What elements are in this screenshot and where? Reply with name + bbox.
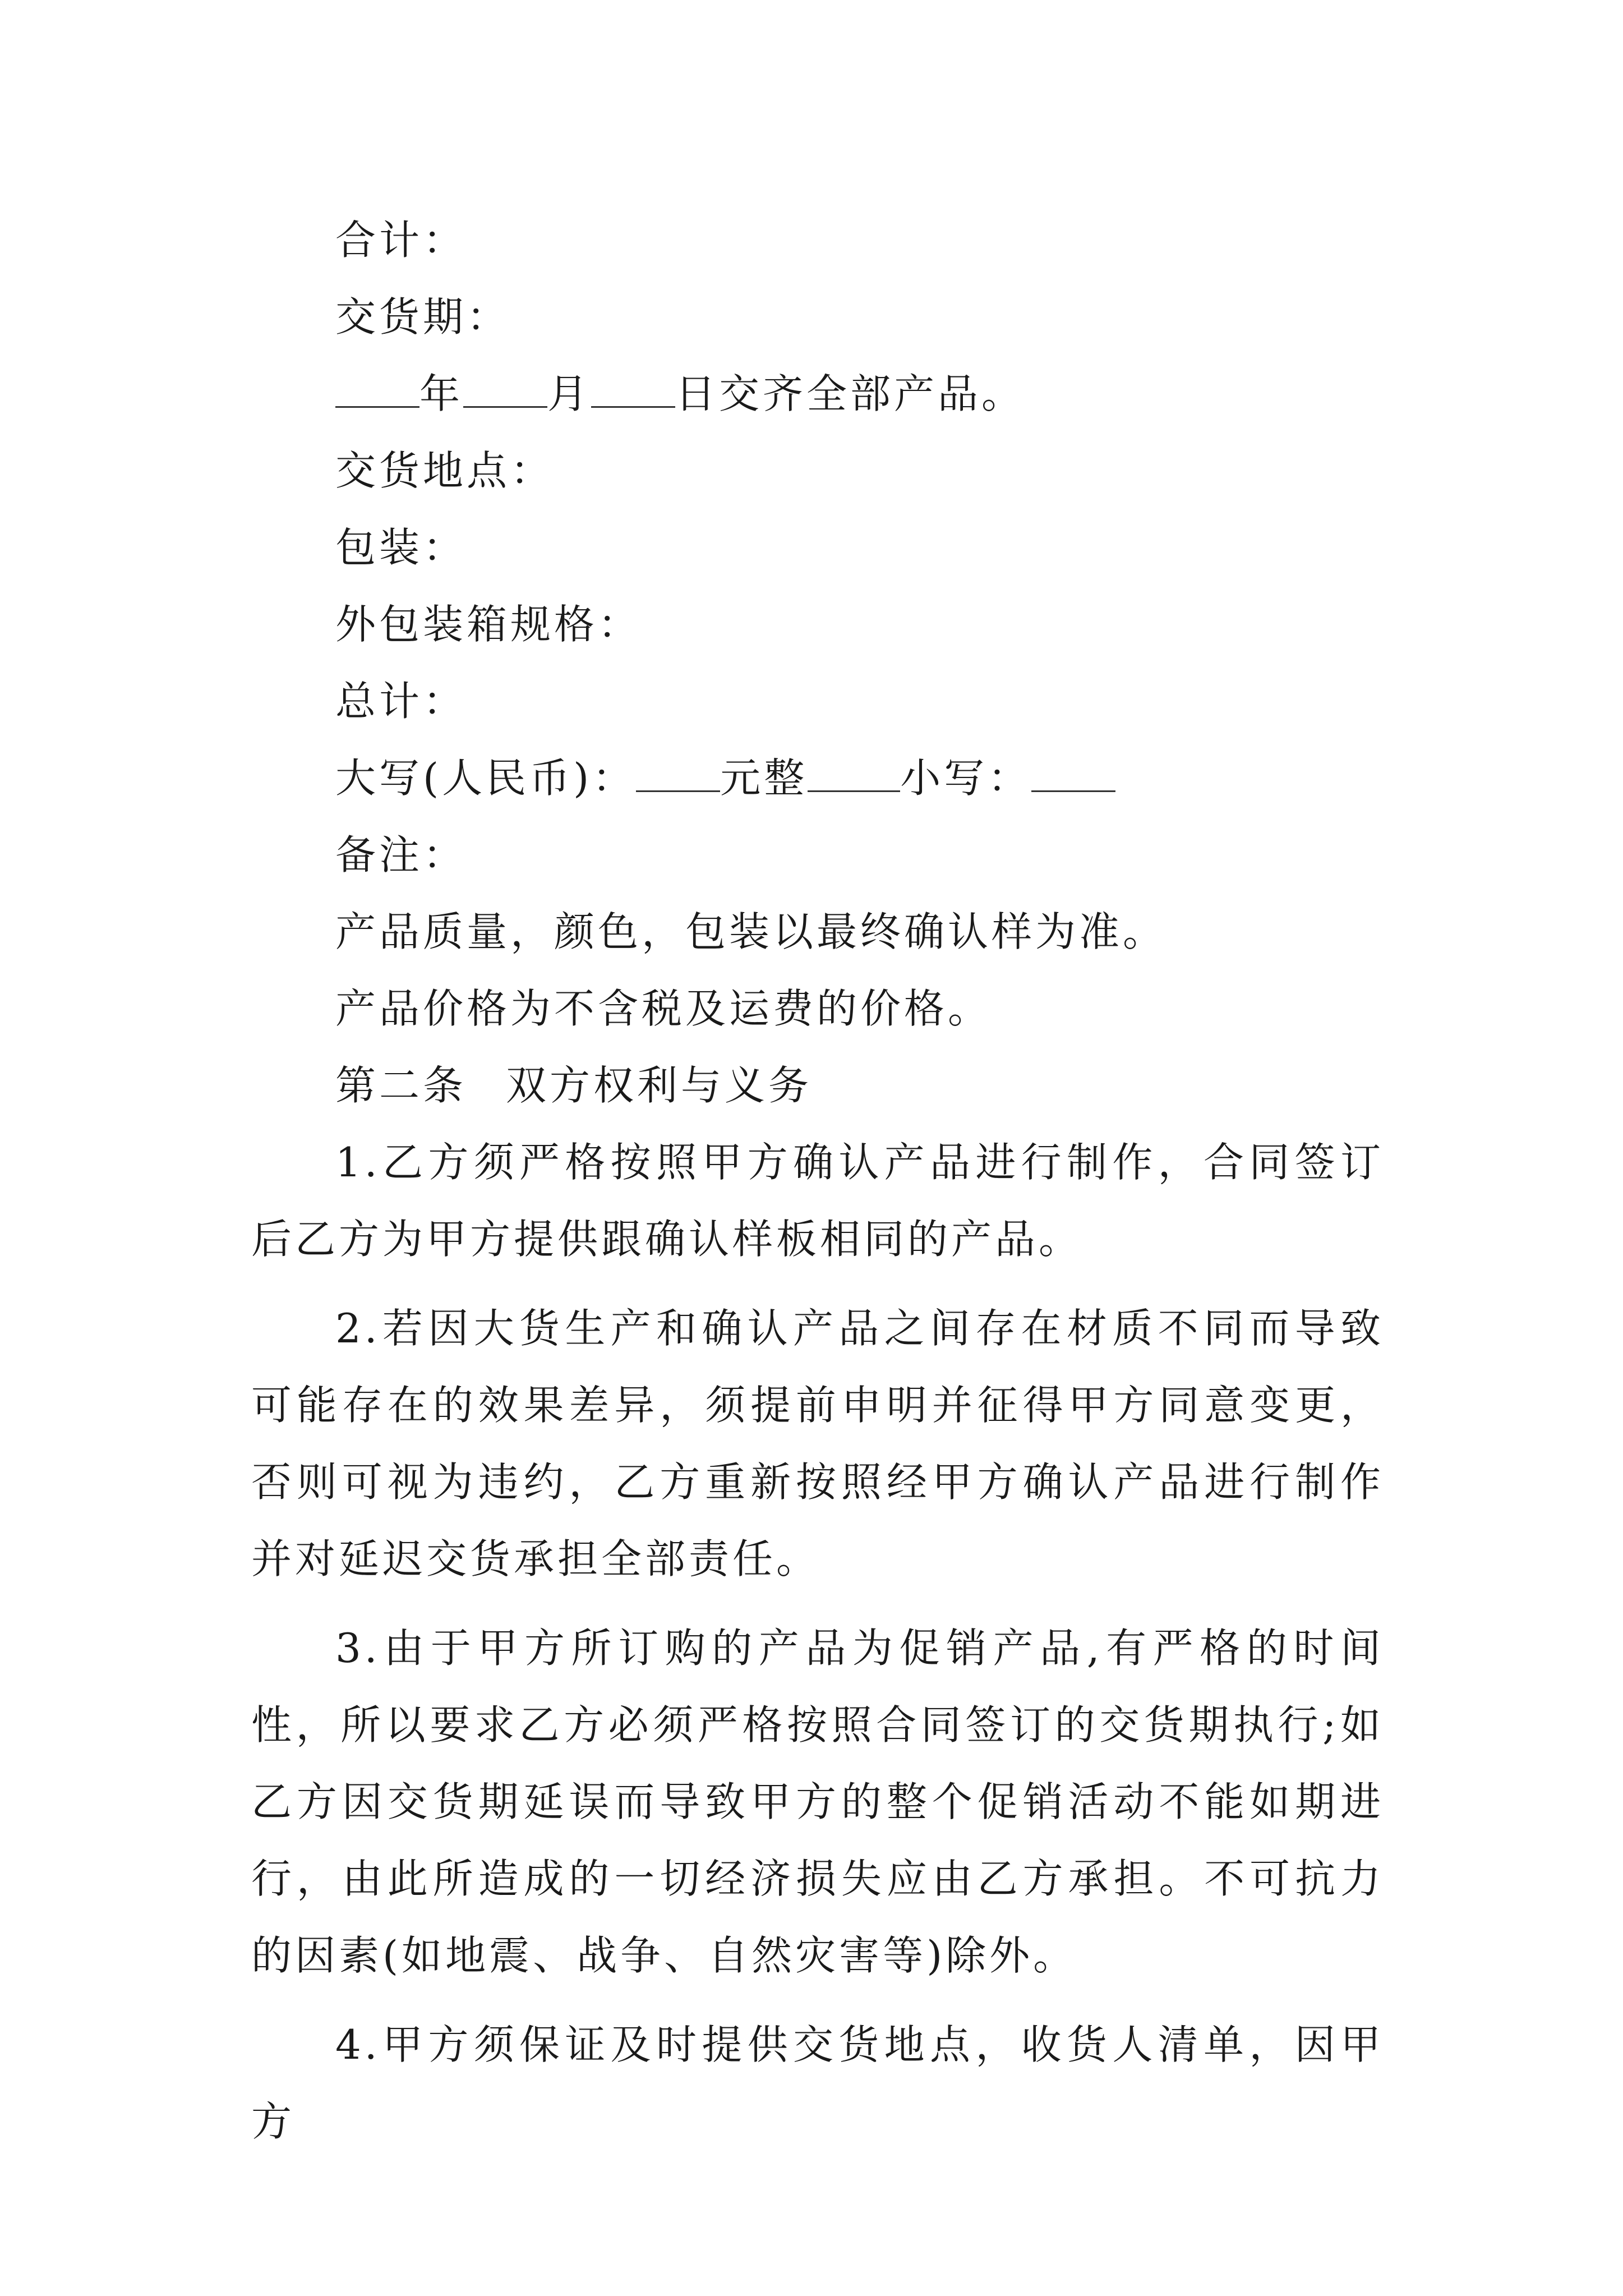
clause-paragraph-4: 4.甲方须保证及时提供交货地点，收货人清单，因甲方 bbox=[251, 2021, 1384, 2145]
clause-paragraph-2: 2.若因大货生产和确认产品之间存在材质不同而导致可能存在的效果差异，须提前申明并征得甲方同意变更，否则可视为违约，乙方重新按照经甲方确认产品进行制作并对延迟交货承担全部责任。 bbox=[251, 1305, 1384, 1582]
contract-body bbox=[251, 202, 1384, 2165]
delivery-date-line bbox=[251, 356, 1384, 432]
amount-line bbox=[251, 740, 1384, 817]
month-label: 月 bbox=[547, 370, 592, 417]
delivery-place-label: 交货地点： bbox=[335, 447, 555, 494]
outer-box-line bbox=[251, 586, 1384, 663]
outer-box-label: 外包装箱规格： bbox=[335, 601, 642, 648]
lowercase-blank bbox=[1031, 757, 1115, 792]
remark-2-line bbox=[251, 970, 1384, 1047]
remarks-label: 备注： bbox=[335, 831, 467, 878]
total-label: 合计： bbox=[335, 217, 467, 264]
year-label: 年 bbox=[419, 370, 464, 417]
remarks-line bbox=[251, 817, 1384, 894]
article-title: 双方权利与义务 bbox=[506, 1062, 813, 1109]
capital-blank bbox=[636, 757, 720, 792]
month-blank bbox=[463, 372, 547, 408]
lowercase-label: 小写： bbox=[900, 754, 1032, 802]
day-blank bbox=[591, 372, 675, 408]
clause-paragraph-1: 1.乙方须严格按照甲方确认产品进行制作，合同签订后乙方为甲方提供跟确认样板相同的产品。 bbox=[251, 1139, 1384, 1263]
article-heading bbox=[251, 1047, 1384, 1124]
day-text: 日交齐全部产品。 bbox=[675, 370, 1026, 417]
year-blank bbox=[335, 372, 419, 408]
remark-1-text: 产品质量，颜色，包装以最终确认样为准。 bbox=[335, 908, 1167, 955]
yuan-label: 元整 bbox=[720, 754, 808, 802]
yuan-blank bbox=[808, 757, 900, 792]
packaging-line bbox=[251, 509, 1384, 586]
capital-label: 大写(人民币)： bbox=[335, 754, 637, 802]
delivery-period-label: 交货期： bbox=[335, 293, 511, 341]
article-number: 第二条 bbox=[335, 1062, 467, 1109]
packaging-label: 包装： bbox=[335, 524, 467, 571]
remark-2-text: 产品价格为不含税及运费的价格。 bbox=[335, 985, 992, 1032]
remark-1-line bbox=[251, 894, 1384, 970]
grand-total-line bbox=[251, 663, 1384, 740]
clause-paragraph-3: 3.由于甲方所订购的产品为促销产品,有严格的时间性，所以要求乙方必须严格按照合同签订的交货期执行;如乙方因交货期延误而导致甲方的整个促销活动不能如期进行，由此所造成的一切经济损失应由乙方承担。不可抗力的因素(如地震、战争、自然灾害等)除外。 bbox=[251, 1625, 1384, 1979]
delivery-place-line bbox=[251, 432, 1384, 509]
grand-total-label: 总计： bbox=[335, 678, 467, 725]
delivery-period-line bbox=[251, 279, 1384, 356]
total-line bbox=[251, 202, 1384, 279]
